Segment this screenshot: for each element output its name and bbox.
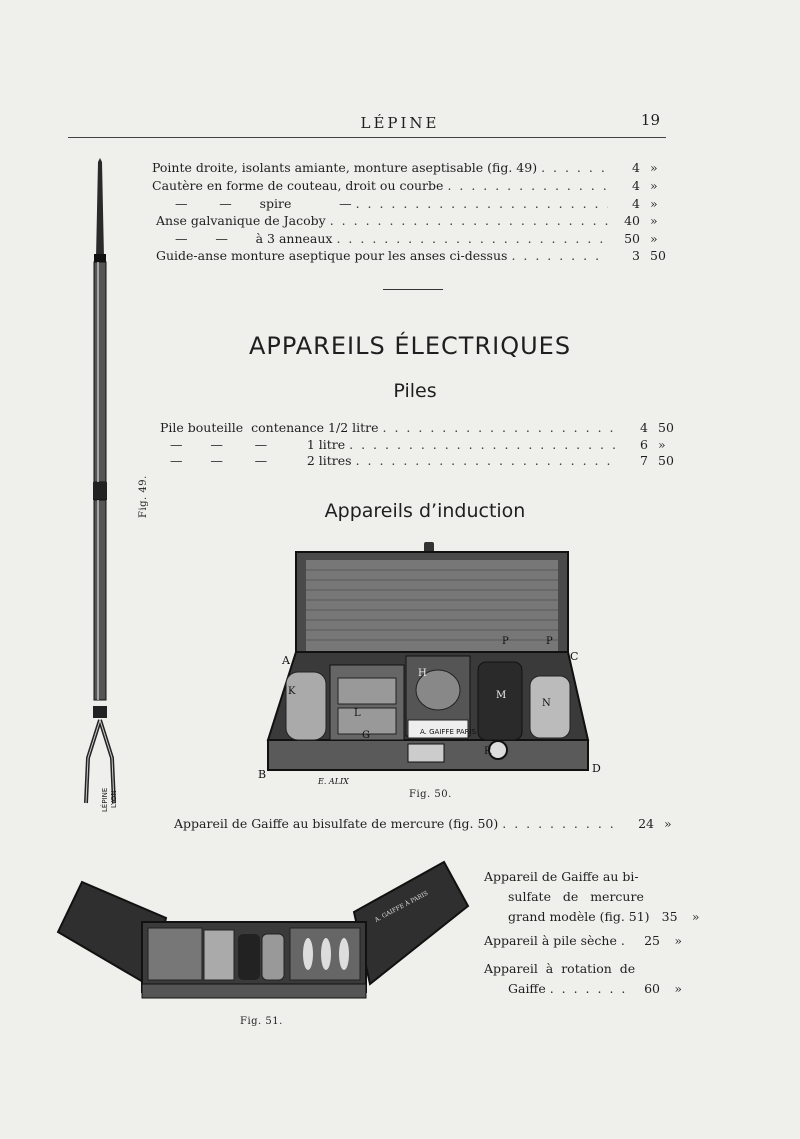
subsection-title-piles: Piles xyxy=(393,380,437,402)
fig50-label-n: N xyxy=(542,698,551,709)
fig50-label-m: M xyxy=(496,690,507,701)
fig50-label-h: H xyxy=(418,668,427,679)
fig50-label-d: D xyxy=(592,762,601,775)
price-line: Cautère en forme de couteau, droit ou courbe . . . 4 » xyxy=(152,178,670,193)
price-line: — — à 3 anneaux . . . 50 » xyxy=(175,231,670,246)
fig49-maker-name: LÉPINE xyxy=(101,787,109,812)
running-header-title: LÉPINE xyxy=(360,114,440,132)
fig51-caption: Fig. 51. xyxy=(240,1016,283,1027)
fig50-engraver-signature: E. ALIX xyxy=(318,777,349,786)
section-separator xyxy=(383,289,443,290)
fig50-label-b: B xyxy=(258,768,267,781)
fig50-label-g: G xyxy=(362,730,370,741)
page-number: 19 xyxy=(640,111,660,129)
header-rule xyxy=(68,137,666,138)
price-line: Anse galvanique de Jacoby . . . 40 » xyxy=(156,213,670,228)
fig49-maker-city: LYON xyxy=(110,790,118,808)
price-line: — — spire — . . . 4 » xyxy=(175,196,670,211)
side-item: Appareil à rotation de Gaiffe . . . 60 » xyxy=(484,959,682,999)
fig50-caption: Fig. 50. xyxy=(409,789,452,800)
fig50-label-r: R xyxy=(484,746,492,757)
price-line: Guide-anse monture aseptique pour les anses ci-dessus . . . 3 50 xyxy=(156,248,670,263)
fig50-induction-box-illustration xyxy=(258,540,603,790)
fig50-label-a: A xyxy=(282,654,290,667)
fig50-label-p1: P xyxy=(502,636,509,647)
side-item: Appareil à pile sèche . . . 25 » xyxy=(484,931,682,951)
price-line: Appareil de Gaiffe au bisulfate de mercure (fig. 50) . . . 24 » xyxy=(174,816,684,831)
side-item: Appareil de Gaiffe au bi- sulfate de mercure grand modèle (fig. 51) 35 » xyxy=(484,869,700,924)
fig49-caption: Fig. 49. xyxy=(138,475,149,518)
fig50-brand-label: A. GAIFFE PARIS xyxy=(420,728,477,736)
price-line: — — — 1 litre . . . 6 » xyxy=(170,437,678,452)
subsection-title-induction: Appareils d’induction xyxy=(324,500,526,522)
fig50-label-c: C xyxy=(570,650,579,663)
fig51-brand-label: A. GAIFFE À PARIS xyxy=(373,889,430,924)
price-line: — — — 2 litres . . . 7 50 xyxy=(170,453,678,468)
fig50-label-k: K xyxy=(288,686,296,697)
section-title: APPAREILS ÉLECTRIQUES xyxy=(248,332,572,360)
price-line: Pointe droite, isolants amiante, monture aseptisable (fig. 49) . . . 4 » xyxy=(152,160,670,175)
side-price-list xyxy=(484,867,700,999)
price-line: Pile bouteille contenance 1/2 litre . . . 4 50 xyxy=(160,420,678,435)
fig51-induction-case-illustration xyxy=(54,860,472,1010)
fig50-label-l: L xyxy=(354,708,361,719)
fig50-label-p2: P xyxy=(546,636,553,647)
